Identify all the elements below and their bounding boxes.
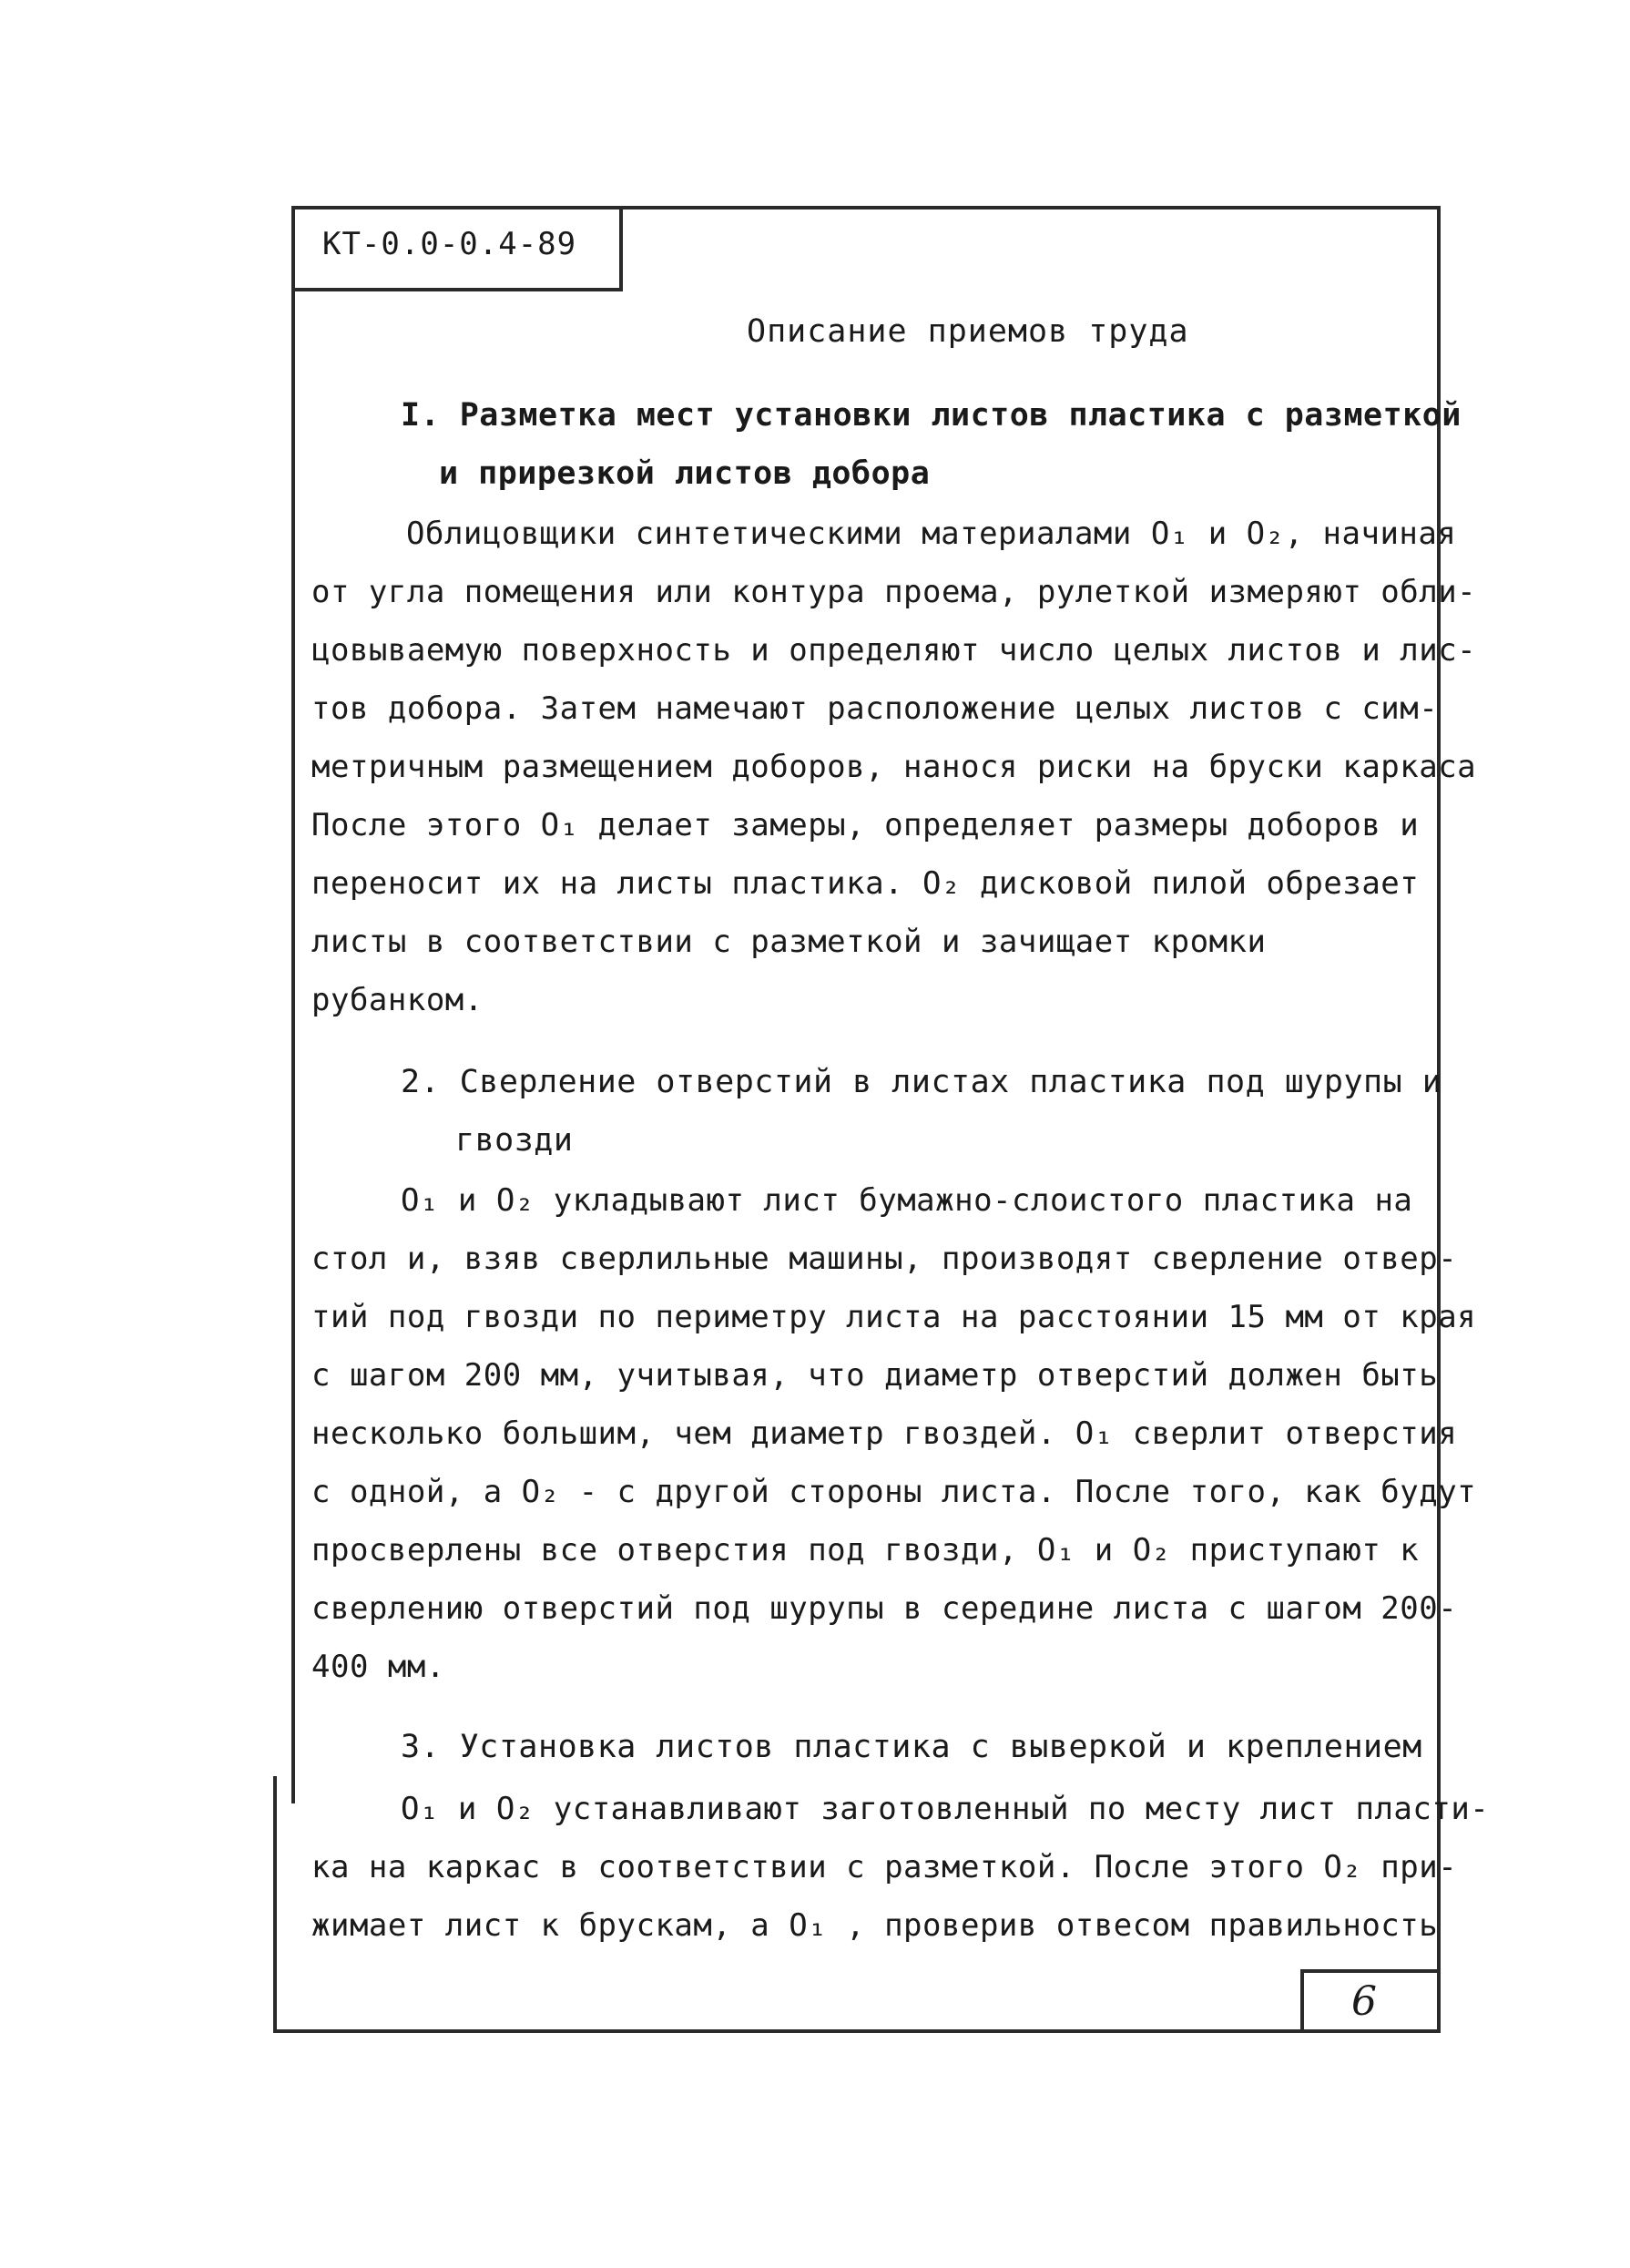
section-1-heading-line2: и прирезкой листов добора	[439, 455, 931, 492]
section-1-line: После этого О₁ делает замеры, определяет размеры доборов и	[311, 807, 1420, 843]
page-title: Описание приемов труда	[747, 313, 1189, 350]
section-1-line: рубанком.	[311, 982, 484, 1018]
section-1-line: листы в соответствии с разметкой и зачищает кромки	[311, 924, 1267, 960]
section-2-line: тий под гвозди по периметру листа на расстоянии 15 мм от края	[311, 1299, 1477, 1335]
page-number: 6	[1351, 1978, 1377, 2025]
section-2-line: с одной, а О₂ - с другой стороны листа. После того, как будут	[311, 1474, 1477, 1510]
section-1-line: цовываемую поверхность и определяют число целых листов и лис-	[311, 632, 1477, 669]
section-1-line: Облицовщики синтетическими материалами О₁ и О₂, начиная	[406, 516, 1457, 552]
section-2-line: сверлению отверстий под шурупы в середине листа с шагом 200-	[311, 1590, 1458, 1627]
section-1-line: метричным размещением доборов, нанося риски на бруски каркаса	[311, 749, 1477, 785]
section-2-line: 400 мм.	[311, 1649, 445, 1685]
section-3-line: ка на каркас в соответствии с разметкой. После этого О₂ при-	[311, 1849, 1458, 1885]
page-number-box	[1300, 1969, 1441, 2031]
section-2-line: с шагом 200 мм, учитывая, что диаметр отверстий должен быть	[311, 1357, 1439, 1394]
frame-left-border	[291, 206, 295, 1803]
section-2-line: стол и, взяв сверлильные машины, производят сверление отвер-	[311, 1241, 1458, 1277]
section-3-line: О₁ и О₂ устанавливают заготовленный по месту лист пласти-	[401, 1791, 1490, 1827]
section-2-heading-line2: гвозди	[455, 1122, 574, 1159]
section-1-line: переносит их на листы пластика. О₂ дисковой пилой обрезает	[311, 865, 1420, 902]
doc-code: КТ-0.0-0.4-89	[322, 226, 577, 262]
doc-code-box	[295, 209, 623, 291]
section-2-line: просверлены все отверстия под гвозди, О₁ и О₂ приступают к	[311, 1532, 1420, 1568]
section-1-line: тов добора. Затем намечают расположение целых листов с сим-	[311, 690, 1439, 727]
section-1-line: от угла помещения или контура проема, рулеткой измеряют обли-	[311, 574, 1477, 610]
section-2-line: несколько большим, чем диаметр гвоздей. О₁ сверлит отверстия	[311, 1415, 1458, 1452]
frame-bottom-border	[273, 2029, 1441, 2033]
frame-left-lower-border	[273, 1776, 277, 2031]
section-2-heading-line1: 2. Сверление отверстий в листах пластика под шурупы и	[401, 1064, 1442, 1100]
section-1-heading-line1: I. Разметка мест установки листов пластика с разметкой	[401, 397, 1462, 434]
section-3-heading-line1: 3. Установка листов пластика с выверкой и креплением	[401, 1729, 1422, 1765]
frame-right-border	[1437, 206, 1441, 2033]
section-2-line: О₁ и О₂ укладывают лист бумажно-слоистого пластика на	[401, 1182, 1413, 1219]
section-3-line: жимает лист к брускам, а О₁ , проверив отвесом правильность	[311, 1907, 1439, 1944]
